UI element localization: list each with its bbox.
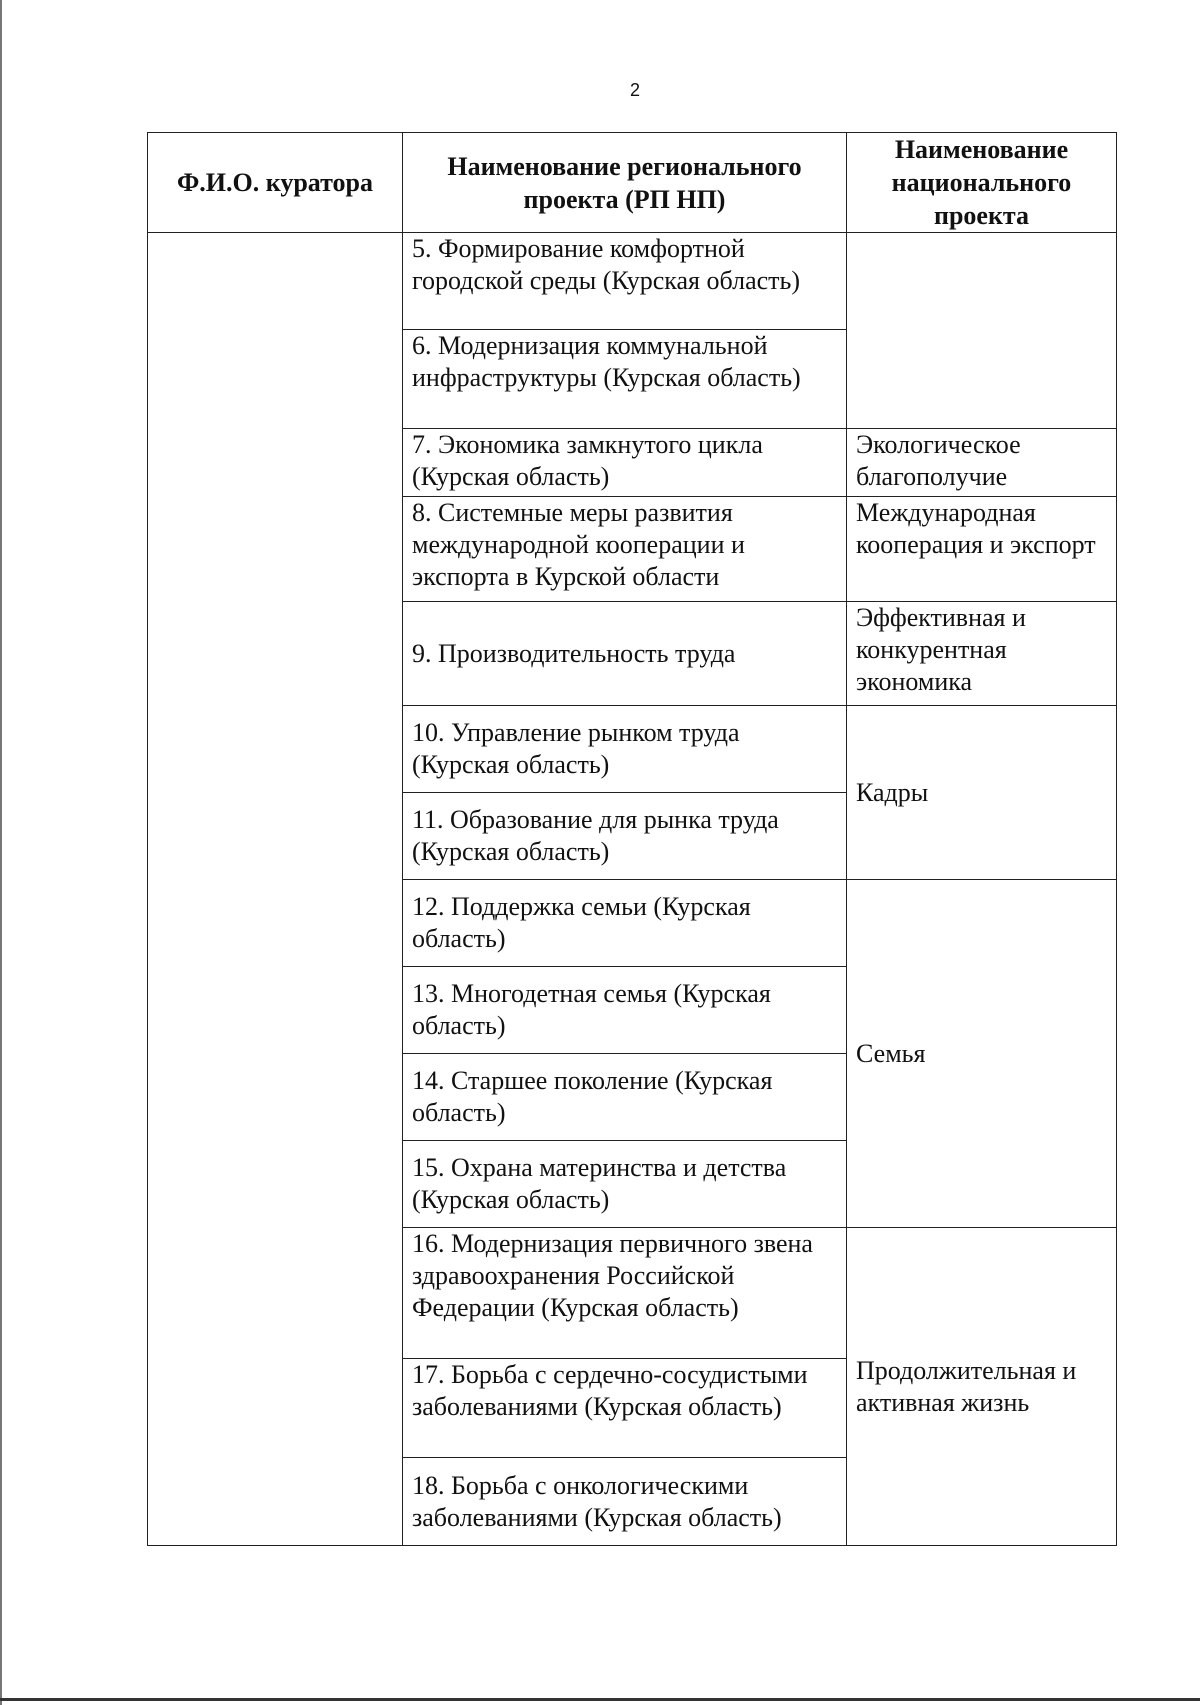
regional-project-12: 12. Поддержка семьи (Курская область) [403,880,847,967]
national-project-economy: Эффективная и конкурентная экономика [847,602,1117,706]
table-row [148,233,1117,330]
projects-table [147,132,1117,1546]
curator-cell [148,233,403,1546]
national-project-family: Семья [847,880,1117,1228]
header-curator: Ф.И.О. куратора [148,133,403,233]
national-project-cooperation: Международная кооперация и экспорт [847,497,1117,602]
regional-project-18: 18. Борьба с онкологическими заболеваниями (Курская область) [403,1458,847,1546]
header-regional-project: Наименование регионального проекта (РП НП) [403,133,847,233]
regional-project-8: 8. Системные меры развития международной кооперации и экспорта в Курской области [403,497,847,602]
table-header-row [148,133,1117,233]
regional-project-13: 13. Многодетная семья (Курская область) [403,967,847,1054]
regional-project-10: 10. Управление рынком труда (Курская область) [403,706,847,793]
regional-project-7: 7. Экономика замкнутого цикла (Курская область) [403,429,847,497]
scan-edge-left [0,0,2,1705]
regional-project-17: 17. Борьба с сердечно-сосудистыми заболеваниями (Курская область) [403,1359,847,1458]
regional-project-11: 11. Образование для рынка труда (Курская область) [403,793,847,880]
regional-project-5: 5. Формирование комфортной городской среды (Курская область) [403,233,847,330]
national-project-longevity: Продолжительная и активная жизнь [847,1228,1117,1546]
national-project-ecology: Экологическое благополучие [847,429,1117,497]
regional-project-15: 15. Охрана материнства и детства (Курская область) [403,1141,847,1228]
regional-project-16: 16. Модернизация первичного звена здравоохранения Российской Федерации (Курская область) [403,1228,847,1359]
national-project-blank [847,233,1117,429]
regional-project-6: 6. Модернизация коммунальной инфраструктуры (Курская область) [403,330,847,429]
page-number: 2 [629,80,640,100]
national-project-kadry: Кадры [847,706,1117,880]
regional-project-14: 14. Старшее поколение (Курская область) [403,1054,847,1141]
header-national-project: Наименование национального проекта [847,133,1117,233]
regional-project-9: 9. Производительность труда [403,602,847,706]
scan-edge-bottom [0,1698,1200,1701]
